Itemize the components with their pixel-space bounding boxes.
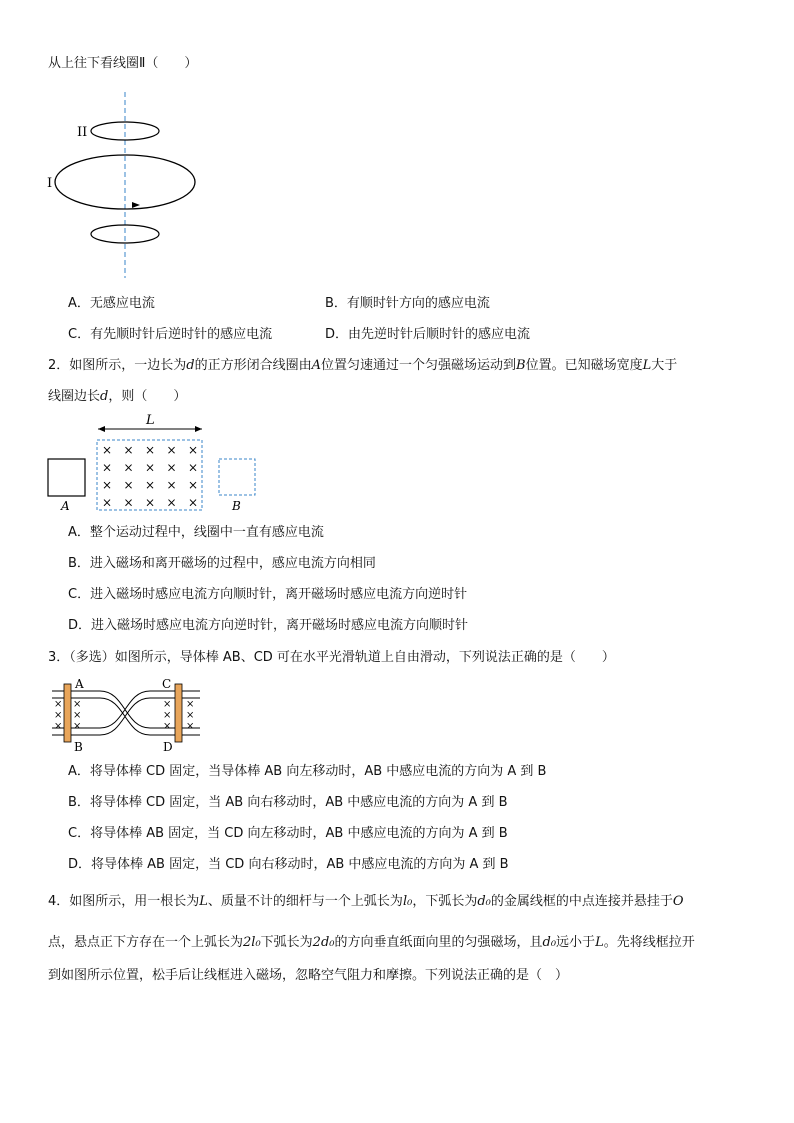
q2-field-cross: × bbox=[123, 443, 134, 457]
q2-field-cross: × bbox=[188, 495, 199, 510]
q2-field-cross: × bbox=[166, 443, 177, 457]
q2-label-L: L bbox=[146, 413, 155, 428]
q3-field-cross: × bbox=[163, 721, 172, 732]
q1-option-b: B．有顺时针方向的感应电流 bbox=[325, 296, 490, 311]
q2-field-cross: × bbox=[123, 478, 134, 492]
q2-field-cross: × bbox=[123, 460, 134, 475]
q3-field-cross: × bbox=[163, 710, 172, 721]
q3-option-b: B．将导体棒 CD 固定，当 AB 向右移动时，AB 中感应电流的方向为 A 到 B bbox=[68, 795, 508, 810]
q4-var-o: O bbox=[672, 894, 684, 909]
q3-field-cross: × bbox=[73, 710, 82, 721]
q4-var-l: L bbox=[199, 894, 208, 909]
q4-var-l-b: L bbox=[595, 935, 604, 950]
q1-option-c: C．有先顺时针后逆时针的感应电流 bbox=[68, 327, 273, 342]
q4-stem-line3: 到如图所示位置，松手后让线框进入磁场，忽略空气阻力和摩擦。下列说法正确的是（ ） bbox=[48, 968, 569, 983]
q2-label-A: A bbox=[61, 499, 70, 513]
q1-label-I: I bbox=[47, 176, 53, 191]
q2-field-cross: × bbox=[123, 495, 134, 510]
q3-option-c: C．将导体棒 AB 固定，当 CD 向左移动时，AB 中感应电流的方向为 A 到 B bbox=[68, 826, 508, 841]
q1-option-a: A．无感应电流 bbox=[68, 296, 155, 311]
q4-var-2l0: 2l₀ bbox=[243, 935, 261, 950]
q3-label-D: D bbox=[163, 740, 173, 754]
q2-option-a: A．整个运动过程中，线圈中一直有感应电流 bbox=[68, 525, 324, 540]
q2-var-l: L bbox=[642, 358, 652, 373]
q3-field-cross: × bbox=[73, 699, 82, 710]
q2-field-cross: × bbox=[145, 443, 156, 457]
q3-field-cross: × bbox=[186, 710, 195, 721]
q2-field-cross: × bbox=[102, 460, 113, 475]
q3-label-C: C bbox=[162, 677, 172, 691]
q4-var-2d0: 2d₀ bbox=[312, 935, 335, 950]
q3-option-a: A．将导体棒 CD 固定，当导体棒 AB 向左移动时，AB 中感应电流的方向为 A 到 B bbox=[68, 764, 547, 779]
q2-field-cross: × bbox=[166, 478, 177, 492]
q2-var-b: B bbox=[516, 358, 526, 373]
q2-field-cross: × bbox=[188, 443, 199, 457]
q2-field-cross: × bbox=[145, 495, 156, 510]
q3-field-cross: × bbox=[186, 699, 195, 710]
q2-field-cross: × bbox=[102, 478, 113, 492]
q4-var-d0: d₀ bbox=[477, 894, 491, 909]
q2-option-c: C．进入磁场时感应电流方向顺时针，离开磁场时感应电流方向逆时针 bbox=[68, 587, 468, 602]
q4-var-l0: l₀ bbox=[402, 894, 413, 909]
q3-label-B: B bbox=[74, 740, 83, 754]
q3-field-cross: × bbox=[54, 699, 63, 710]
q2-option-d: D．进入磁场时感应电流方向逆时针，离开磁场时感应电流方向顺时针 bbox=[68, 618, 469, 633]
q3-field-cross: × bbox=[54, 721, 63, 732]
q2-var-a: A bbox=[311, 358, 322, 373]
q2-label-B: B bbox=[232, 499, 241, 513]
q4-stem-line2: 点，悬点正下方存在一个上弧长为2l₀下弧长为2d₀的方向垂直纸面向里的匀强磁场，且d₀远小于L。先将线框拉开 bbox=[48, 935, 695, 950]
q3-field-cross: × bbox=[186, 721, 195, 732]
q3-field-cross: × bbox=[54, 710, 63, 721]
q4-stem-line1: 4．如图所示，用一根长为L、质量不计的细杆与一个上弧长为l₀，下弧长为d₀的金属线框的中点连接并悬挂于O bbox=[48, 894, 684, 909]
q1-stem: 从上往下看线圈Ⅱ（ ） bbox=[48, 56, 198, 71]
q2-stem-line2: 线圈边长d，则（ ） bbox=[48, 389, 187, 404]
q2-field-cross: × bbox=[145, 478, 156, 492]
q3-field-cross: × bbox=[163, 699, 172, 710]
q3-option-d: D．将导体棒 AB 固定，当 CD 向右移动时，AB 中感应电流的方向为 A 到 B bbox=[68, 857, 509, 872]
q2-field-cross: × bbox=[188, 478, 199, 492]
q3-label-A: A bbox=[75, 677, 84, 691]
q2-field-cross: × bbox=[166, 460, 177, 475]
q2-field-cross: × bbox=[102, 495, 113, 510]
q2-field-cross: × bbox=[166, 495, 177, 510]
q2-field-cross: × bbox=[145, 460, 156, 475]
q2-var-d2: d bbox=[100, 389, 109, 404]
q2-field-cross: × bbox=[102, 443, 113, 457]
q2-field-cross: × bbox=[188, 460, 199, 475]
q2-var-d: d bbox=[186, 358, 195, 373]
q4-var-d0b: d₀ bbox=[542, 935, 557, 950]
q3-rod-ab bbox=[64, 684, 71, 742]
q3-stem: 3．（多选）如图所示，导体棒 AB、CD 可在水平光滑轨道上自由滑动，下列说法正确的是（ ） bbox=[48, 650, 615, 665]
q1-option-d: D．由先逆时针后顺时针的感应电流 bbox=[325, 327, 531, 342]
q2-option-b: B．进入磁场和离开磁场的过程中，感应电流方向相同 bbox=[68, 556, 376, 571]
q3-rod-cd bbox=[175, 684, 182, 742]
q2-stem-line1: 2．如图所示，一边长为d的正方形闭合线圈由A位置匀速通过一个匀强磁场运动到B位置。已知磁场宽度L大于 bbox=[48, 358, 678, 373]
q3-field-cross: × bbox=[73, 721, 82, 732]
q1-label-II: II bbox=[77, 125, 88, 140]
